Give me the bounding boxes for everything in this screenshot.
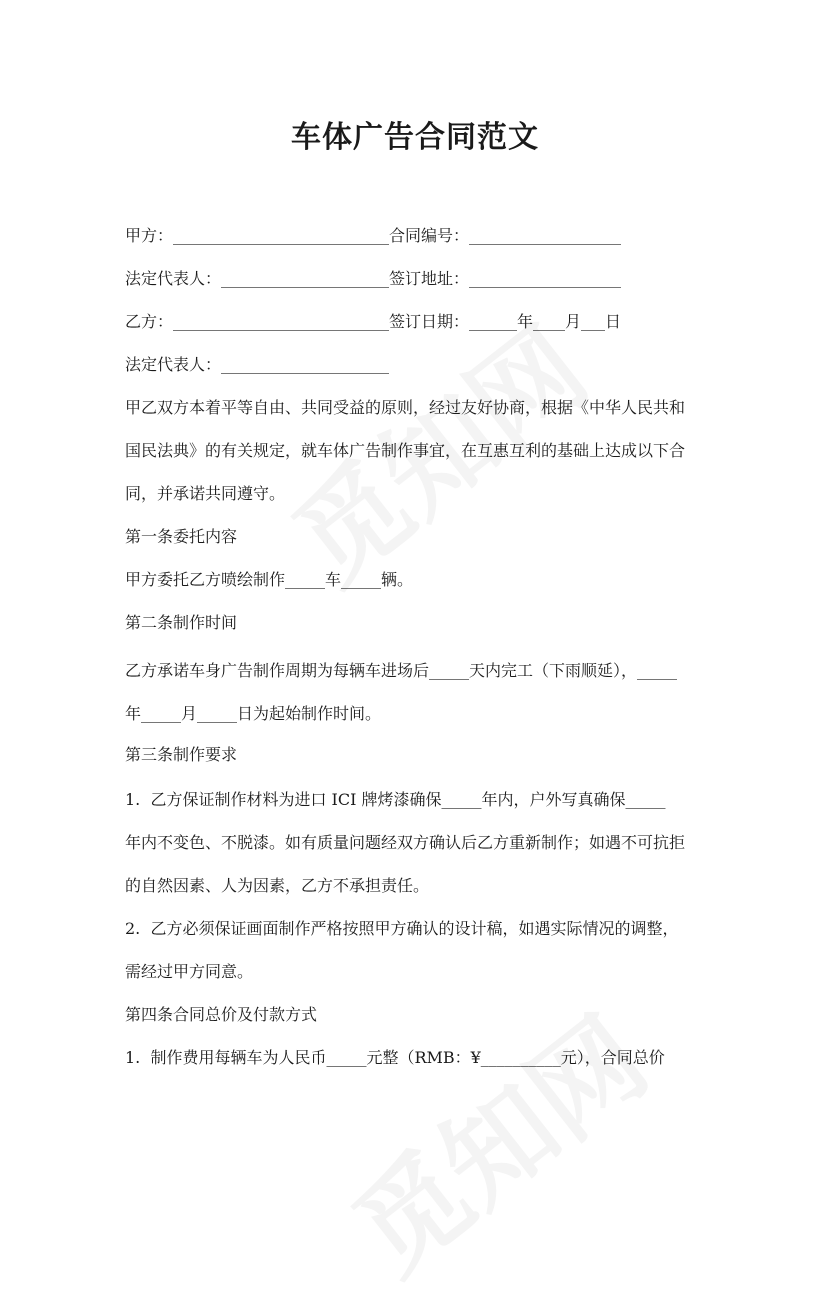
section-1-heading: 第一条委托内容 <box>125 527 238 546</box>
section-3-item-1-line: 年内不变色、不脱漆。如有质量问题经双方确认后乙方重新制作；如遇不可抗拒 <box>125 833 686 852</box>
header-row-2 <box>125 269 710 289</box>
intro-line: 甲乙双方本着平等自由、共同受益的原则，经过友好协商，根据《中华人民共和 <box>125 398 686 417</box>
party-b-representative-field: 法定代表人：_____________________ <box>125 355 390 374</box>
intro-line: 国民法典》的有关规定，就车体广告制作事宜，在互惠互利的基础上达成以下合 <box>125 441 686 460</box>
section-3-item-1-line: 1. 乙方保证制作材料为进口 ICI 牌烤漆确保_____年内，户外写真确保_____ <box>125 790 666 809</box>
section-3-item-2-line: 2. 乙方必须保证画面制作严格按照甲方确认的设计稿，如遇实际情况的调整， <box>125 919 679 938</box>
header-row-1 <box>125 226 710 246</box>
section-4-item-1-line: 1. 制作费用每辆车为人民币_____元整（RMB：¥__________元），合同总价 <box>125 1048 665 1067</box>
section-3-item-1-line: 的自然因素、人为因素，乙方不承担责任。 <box>125 876 430 895</box>
signing-date-field: 签订日期：______年____月___日 <box>389 312 622 331</box>
party-b-field: 乙方：___________________________ <box>125 312 390 331</box>
signing-place-field: 签订地址：___________________ <box>389 269 622 288</box>
header-row-3 <box>125 312 710 332</box>
party-a-representative-field: 法定代表人：_____________________ <box>125 269 390 288</box>
party-a-field: 甲方：___________________________ <box>125 226 390 245</box>
contract-number-field: 合同编号：___________________ <box>389 226 622 245</box>
section-2-line: 乙方承诺车身广告制作周期为每辆车进场后_____天内完工（下雨顺延），_____ <box>125 661 678 680</box>
section-2-line: 年_____月_____日为起始制作时间。 <box>125 704 382 723</box>
section-1-text: 甲方委托乙方喷绘制作_____车_____辆。 <box>125 570 414 589</box>
section-3-heading: 第三条制作要求 <box>125 745 238 764</box>
section-3-item-2-line: 需经过甲方同意。 <box>125 962 254 981</box>
document-title: 车体广告合同范文 <box>291 120 539 155</box>
intro-line: 同，并承诺共同遵守。 <box>125 484 286 503</box>
section-4-heading: 第四条合同总价及付款方式 <box>125 1005 318 1024</box>
section-2-heading: 第二条制作时间 <box>125 613 238 632</box>
